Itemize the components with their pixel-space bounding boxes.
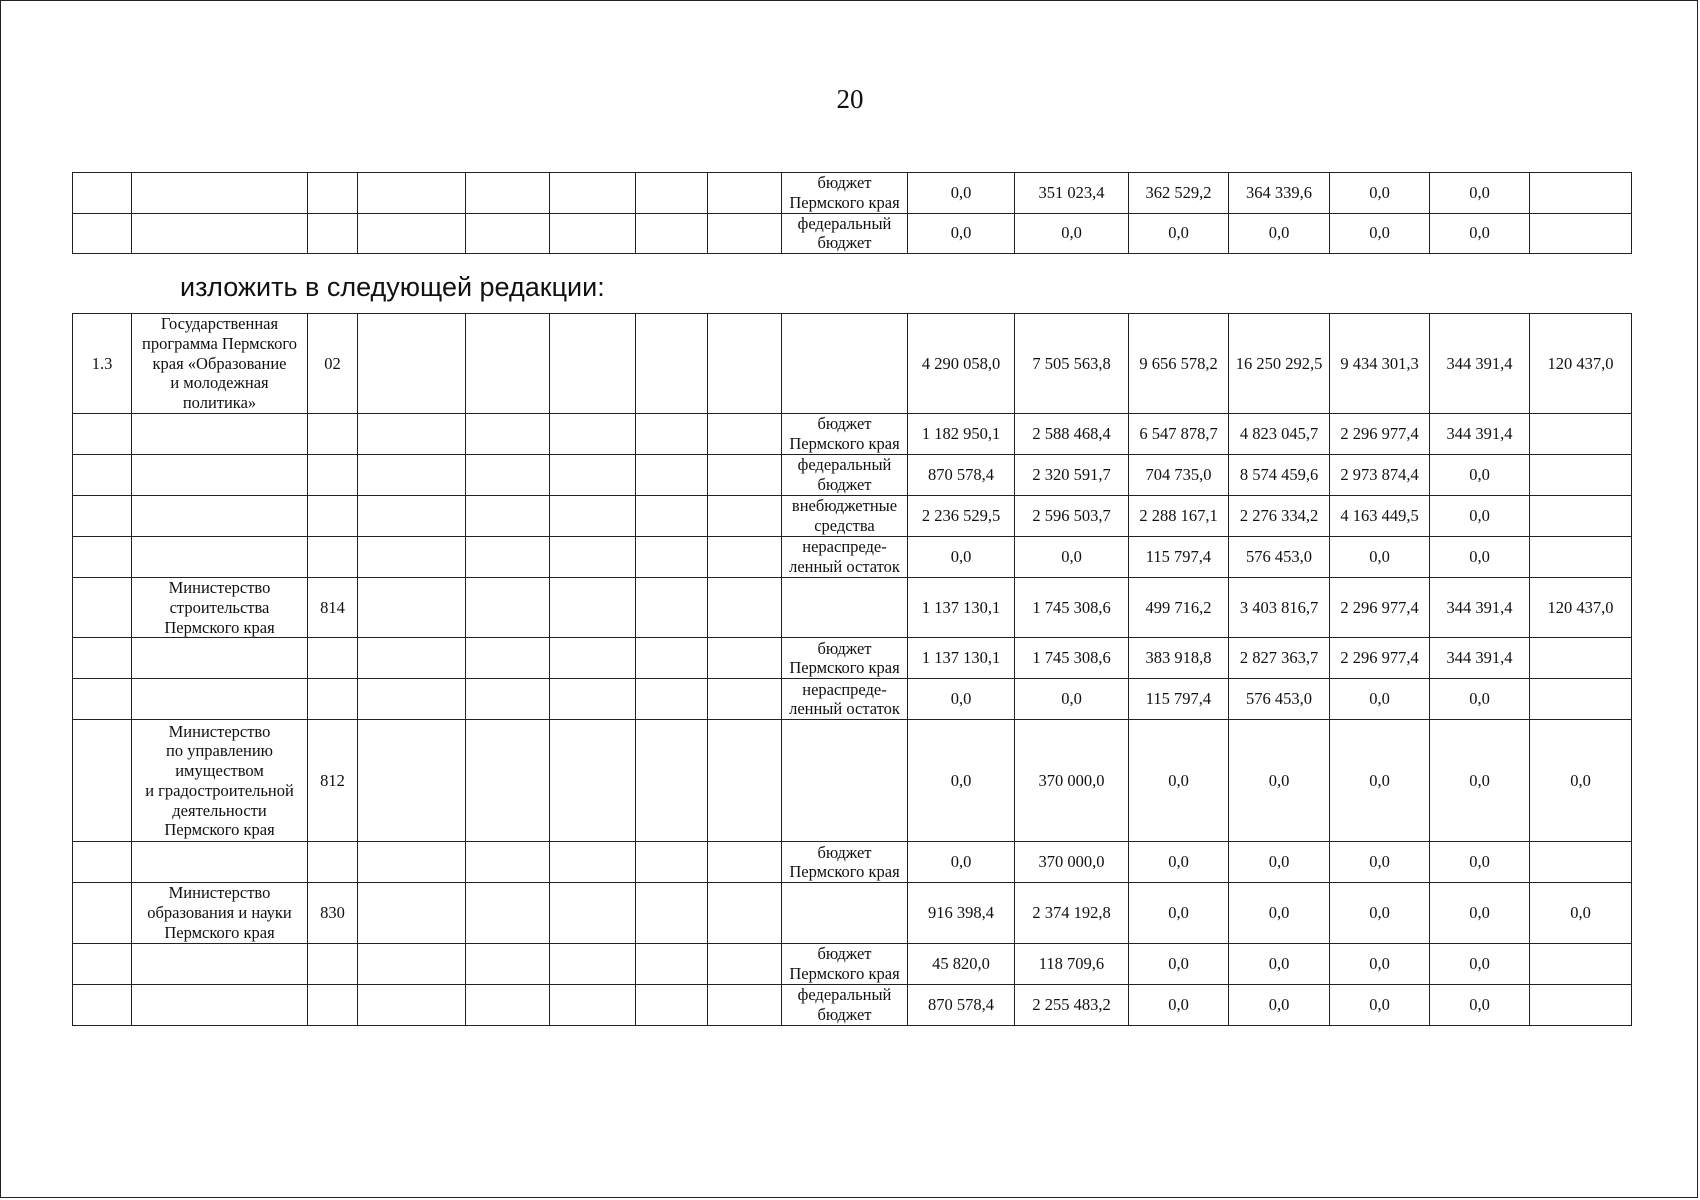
cell-amount: 362 529,2 xyxy=(1129,173,1229,214)
cell-funding-source xyxy=(782,883,908,943)
cell-amount xyxy=(1530,984,1632,1025)
cell-amount: 0,0 xyxy=(1430,883,1530,943)
table-row xyxy=(73,213,1632,254)
cell-amount: 0,0 xyxy=(1129,213,1229,254)
cell-code xyxy=(308,455,358,496)
cell-amount: 344 391,4 xyxy=(1430,638,1530,679)
cell-amount: 0,0 xyxy=(908,679,1015,720)
cell-blank xyxy=(550,720,636,842)
cell-amount: 118 709,6 xyxy=(1015,943,1129,984)
cell-blank xyxy=(708,842,782,883)
cell-blank xyxy=(708,984,782,1025)
cell-code xyxy=(308,943,358,984)
table-row xyxy=(73,842,1632,883)
cell-amount: 0,0 xyxy=(1129,943,1229,984)
cell-responsible xyxy=(132,638,308,679)
cell-amount: 0,0 xyxy=(1330,537,1430,578)
cell-blank xyxy=(636,842,708,883)
cell-amount: 1 745 308,6 xyxy=(1015,638,1129,679)
cell-amount: 6 547 878,7 xyxy=(1129,414,1229,455)
cell-amount: 0,0 xyxy=(1229,984,1330,1025)
cell-code: 814 xyxy=(308,578,358,638)
cell-blank xyxy=(708,883,782,943)
cell-blank xyxy=(466,537,550,578)
cell-amount: 4 823 045,7 xyxy=(1229,414,1330,455)
cell-amount: 7 505 563,8 xyxy=(1015,314,1129,414)
cell-amount: 0,0 xyxy=(1530,720,1632,842)
cell-code xyxy=(308,537,358,578)
cell-code xyxy=(308,842,358,883)
budget-table-new xyxy=(72,313,1632,1026)
cell-blank xyxy=(358,173,466,214)
cell-row-number xyxy=(73,455,132,496)
cell-responsible xyxy=(132,943,308,984)
cell-amount: 2 255 483,2 xyxy=(1015,984,1129,1025)
cell-amount xyxy=(1530,842,1632,883)
cell-amount: 2 296 977,4 xyxy=(1330,414,1430,455)
cell-blank xyxy=(636,213,708,254)
cell-blank xyxy=(708,679,782,720)
cell-amount: 120 437,0 xyxy=(1530,314,1632,414)
cell-row-number xyxy=(73,537,132,578)
cell-responsible xyxy=(132,213,308,254)
cell-blank xyxy=(466,943,550,984)
cell-blank xyxy=(466,679,550,720)
cell-blank xyxy=(550,455,636,496)
cell-code xyxy=(308,414,358,455)
cell-blank xyxy=(358,537,466,578)
cell-blank xyxy=(636,537,708,578)
cell-blank xyxy=(636,720,708,842)
cell-blank xyxy=(550,883,636,943)
cell-blank xyxy=(466,496,550,537)
cell-blank xyxy=(550,173,636,214)
cell-amount: 0,0 xyxy=(1229,720,1330,842)
cell-amount: 370 000,0 xyxy=(1015,842,1129,883)
cell-amount: 0,0 xyxy=(1229,883,1330,943)
cell-blank xyxy=(466,213,550,254)
cell-amount: 1 137 130,1 xyxy=(908,578,1015,638)
cell-funding-source: нераспреде- ленный остаток xyxy=(782,679,908,720)
cell-blank xyxy=(636,883,708,943)
cell-amount: 0,0 xyxy=(1129,720,1229,842)
cell-amount: 45 820,0 xyxy=(908,943,1015,984)
cell-amount: 115 797,4 xyxy=(1129,679,1229,720)
cell-amount: 916 398,4 xyxy=(908,883,1015,943)
cell-blank xyxy=(358,943,466,984)
cell-blank xyxy=(550,537,636,578)
cell-blank xyxy=(708,537,782,578)
cell-blank xyxy=(550,984,636,1025)
cell-blank xyxy=(636,679,708,720)
cell-amount: 4 163 449,5 xyxy=(1330,496,1430,537)
table-row xyxy=(73,455,1632,496)
cell-amount xyxy=(1530,679,1632,720)
cell-responsible xyxy=(132,679,308,720)
cell-blank xyxy=(636,173,708,214)
cell-amount: 2 320 591,7 xyxy=(1015,455,1129,496)
cell-blank xyxy=(550,578,636,638)
cell-blank xyxy=(708,638,782,679)
cell-amount: 2 827 363,7 xyxy=(1229,638,1330,679)
cell-amount: 0,0 xyxy=(1530,883,1632,943)
cell-amount: 364 339,6 xyxy=(1229,173,1330,214)
table-row xyxy=(73,883,1632,943)
cell-code: 812 xyxy=(308,720,358,842)
cell-responsible xyxy=(132,842,308,883)
cell-row-number xyxy=(73,720,132,842)
cell-responsible: Государственная программа Пермского края «Образование и молодежная политика» xyxy=(132,314,308,414)
cell-responsible xyxy=(132,455,308,496)
cell-funding-source: внебюджетные средства xyxy=(782,496,908,537)
cell-code: 830 xyxy=(308,883,358,943)
cell-amount: 344 391,4 xyxy=(1430,314,1530,414)
cell-amount: 0,0 xyxy=(1229,842,1330,883)
cell-amount: 0,0 xyxy=(1330,213,1430,254)
cell-blank xyxy=(708,213,782,254)
cell-amount: 1 182 950,1 xyxy=(908,414,1015,455)
cell-amount: 0,0 xyxy=(1229,943,1330,984)
cell-blank xyxy=(358,984,466,1025)
cell-funding-source: бюджет Пермского края xyxy=(782,414,908,455)
cell-row-number xyxy=(73,173,132,214)
cell-funding-source xyxy=(782,720,908,842)
cell-row-number xyxy=(73,414,132,455)
cell-amount: 0,0 xyxy=(908,173,1015,214)
cell-blank xyxy=(358,679,466,720)
cell-blank xyxy=(466,883,550,943)
cell-amount: 0,0 xyxy=(908,213,1015,254)
cell-funding-source: бюджет Пермского края xyxy=(782,842,908,883)
cell-amount: 0,0 xyxy=(1129,842,1229,883)
cell-blank xyxy=(466,455,550,496)
cell-amount: 2 236 529,5 xyxy=(908,496,1015,537)
cell-blank xyxy=(358,414,466,455)
table-row xyxy=(73,537,1632,578)
cell-blank xyxy=(466,720,550,842)
cell-blank xyxy=(358,455,466,496)
cell-row-number xyxy=(73,943,132,984)
cell-funding-source: бюджет Пермского края xyxy=(782,638,908,679)
cell-funding-source: федеральный бюджет xyxy=(782,213,908,254)
cell-amount: 120 437,0 xyxy=(1530,578,1632,638)
cell-blank xyxy=(550,213,636,254)
cell-amount: 2 296 977,4 xyxy=(1330,638,1430,679)
cell-blank xyxy=(636,984,708,1025)
cell-blank xyxy=(358,842,466,883)
cell-blank xyxy=(466,414,550,455)
cell-amount: 0,0 xyxy=(1015,679,1129,720)
cell-blank xyxy=(636,943,708,984)
cell-amount xyxy=(1530,496,1632,537)
cell-responsible: Министерство строительства Пермского края xyxy=(132,578,308,638)
cell-amount: 0,0 xyxy=(1430,173,1530,214)
cell-amount: 8 574 459,6 xyxy=(1229,455,1330,496)
table-row xyxy=(73,943,1632,984)
cell-amount: 0,0 xyxy=(1330,842,1430,883)
cell-amount: 704 735,0 xyxy=(1129,455,1229,496)
cell-blank xyxy=(466,314,550,414)
cell-funding-source: федеральный бюджет xyxy=(782,455,908,496)
cell-row-number xyxy=(73,213,132,254)
cell-amount: 16 250 292,5 xyxy=(1229,314,1330,414)
cell-amount: 0,0 xyxy=(1129,883,1229,943)
cell-amount: 0,0 xyxy=(1129,984,1229,1025)
cell-amount: 0,0 xyxy=(908,720,1015,842)
cell-amount: 2 596 503,7 xyxy=(1015,496,1129,537)
cell-code xyxy=(308,213,358,254)
cell-responsible: Министерство по управлению имуществом и градостроительной деятельности Пермского края xyxy=(132,720,308,842)
cell-amount: 0,0 xyxy=(1430,943,1530,984)
cell-responsible: Министерство образования и науки Пермского края xyxy=(132,883,308,943)
cell-amount: 2 288 167,1 xyxy=(1129,496,1229,537)
cell-blank xyxy=(550,679,636,720)
cell-amount: 870 578,4 xyxy=(908,455,1015,496)
cell-amount: 9 656 578,2 xyxy=(1129,314,1229,414)
cell-blank xyxy=(466,842,550,883)
cell-amount: 0,0 xyxy=(1015,213,1129,254)
cell-blank xyxy=(358,496,466,537)
page-number: 20 xyxy=(836,84,864,114)
cell-amount: 0,0 xyxy=(1330,173,1430,214)
cell-blank xyxy=(358,314,466,414)
cell-blank xyxy=(466,173,550,214)
cell-blank xyxy=(550,314,636,414)
cell-responsible xyxy=(132,496,308,537)
table-row xyxy=(73,496,1632,537)
cell-responsible xyxy=(132,537,308,578)
cell-blank xyxy=(466,984,550,1025)
table-row xyxy=(73,314,1632,414)
cell-blank xyxy=(358,213,466,254)
cell-blank xyxy=(550,414,636,455)
table-row xyxy=(73,984,1632,1025)
cell-amount: 0,0 xyxy=(1430,537,1530,578)
cell-blank xyxy=(358,883,466,943)
cell-blank xyxy=(636,496,708,537)
cell-blank xyxy=(708,173,782,214)
cell-blank xyxy=(708,943,782,984)
cell-amount: 2 588 468,4 xyxy=(1015,414,1129,455)
cell-row-number xyxy=(73,842,132,883)
cell-amount: 2 276 334,2 xyxy=(1229,496,1330,537)
cell-blank xyxy=(708,314,782,414)
cell-amount: 351 023,4 xyxy=(1015,173,1129,214)
cell-funding-source: нераспреде- ленный остаток xyxy=(782,537,908,578)
cell-amount: 499 716,2 xyxy=(1129,578,1229,638)
cell-funding-source xyxy=(782,578,908,638)
cell-funding-source: бюджет Пермского края xyxy=(782,173,908,214)
cell-blank xyxy=(708,414,782,455)
cell-blank xyxy=(636,638,708,679)
cell-amount: 2 973 874,4 xyxy=(1330,455,1430,496)
cell-funding-source: федеральный бюджет xyxy=(782,984,908,1025)
cell-row-number: 1.3 xyxy=(73,314,132,414)
cell-amount xyxy=(1530,173,1632,214)
cell-code xyxy=(308,173,358,214)
cell-blank xyxy=(550,496,636,537)
cell-blank xyxy=(708,578,782,638)
cell-blank xyxy=(708,455,782,496)
cell-amount: 0,0 xyxy=(1430,455,1530,496)
cell-amount: 2 296 977,4 xyxy=(1330,578,1430,638)
cell-blank xyxy=(550,638,636,679)
cell-row-number xyxy=(73,578,132,638)
cell-row-number xyxy=(73,638,132,679)
cell-amount: 0,0 xyxy=(1430,984,1530,1025)
cell-blank xyxy=(358,638,466,679)
cell-responsible xyxy=(132,173,308,214)
cell-amount: 0,0 xyxy=(1430,842,1530,883)
cell-amount: 9 434 301,3 xyxy=(1330,314,1430,414)
cell-amount: 576 453,0 xyxy=(1229,537,1330,578)
cell-amount: 0,0 xyxy=(1330,883,1430,943)
table-row xyxy=(73,638,1632,679)
cell-amount: 0,0 xyxy=(908,537,1015,578)
cell-blank xyxy=(466,578,550,638)
table-row xyxy=(73,720,1632,842)
cell-blank xyxy=(636,314,708,414)
cell-amount xyxy=(1530,213,1632,254)
cell-amount: 870 578,4 xyxy=(908,984,1015,1025)
cell-blank xyxy=(358,720,466,842)
cell-amount: 1 745 308,6 xyxy=(1015,578,1129,638)
cell-amount xyxy=(1530,638,1632,679)
cell-amount: 4 290 058,0 xyxy=(908,314,1015,414)
cell-responsible xyxy=(132,414,308,455)
cell-code xyxy=(308,496,358,537)
cell-amount: 0,0 xyxy=(1330,679,1430,720)
cell-amount: 383 918,8 xyxy=(1129,638,1229,679)
cell-code xyxy=(308,984,358,1025)
cell-amount: 0,0 xyxy=(1330,943,1430,984)
table-row xyxy=(73,414,1632,455)
table-row xyxy=(73,679,1632,720)
cell-blank xyxy=(550,943,636,984)
intro-text: изложить в следующей редакции: xyxy=(180,272,605,302)
cell-row-number xyxy=(73,883,132,943)
cell-amount xyxy=(1530,414,1632,455)
cell-amount: 344 391,4 xyxy=(1430,414,1530,455)
cell-blank xyxy=(466,638,550,679)
cell-blank xyxy=(550,842,636,883)
cell-amount: 0,0 xyxy=(1430,496,1530,537)
cell-row-number xyxy=(73,679,132,720)
cell-amount: 1 137 130,1 xyxy=(908,638,1015,679)
cell-amount: 0,0 xyxy=(1330,984,1430,1025)
cell-amount: 3 403 816,7 xyxy=(1229,578,1330,638)
cell-blank xyxy=(636,578,708,638)
cell-amount: 0,0 xyxy=(1330,720,1430,842)
cell-amount: 0,0 xyxy=(908,842,1015,883)
cell-row-number xyxy=(73,496,132,537)
cell-blank xyxy=(708,720,782,842)
cell-amount: 344 391,4 xyxy=(1430,578,1530,638)
budget-table-old xyxy=(72,172,1632,254)
cell-blank xyxy=(636,414,708,455)
cell-code: 02 xyxy=(308,314,358,414)
table-row xyxy=(73,578,1632,638)
cell-amount: 0,0 xyxy=(1430,720,1530,842)
cell-responsible xyxy=(132,984,308,1025)
cell-amount: 0,0 xyxy=(1430,213,1530,254)
cell-amount: 115 797,4 xyxy=(1129,537,1229,578)
cell-amount xyxy=(1530,455,1632,496)
cell-funding-source xyxy=(782,314,908,414)
cell-blank xyxy=(708,496,782,537)
cell-amount: 576 453,0 xyxy=(1229,679,1330,720)
cell-funding-source: бюджет Пермского края xyxy=(782,943,908,984)
cell-row-number xyxy=(73,984,132,1025)
cell-amount: 0,0 xyxy=(1015,537,1129,578)
cell-amount: 2 374 192,8 xyxy=(1015,883,1129,943)
cell-blank xyxy=(358,578,466,638)
cell-code xyxy=(308,638,358,679)
cell-amount xyxy=(1530,537,1632,578)
table-row xyxy=(73,173,1632,214)
cell-amount: 370 000,0 xyxy=(1015,720,1129,842)
cell-amount xyxy=(1530,943,1632,984)
cell-amount: 0,0 xyxy=(1430,679,1530,720)
cell-code xyxy=(308,679,358,720)
cell-blank xyxy=(636,455,708,496)
cell-amount: 0,0 xyxy=(1229,213,1330,254)
